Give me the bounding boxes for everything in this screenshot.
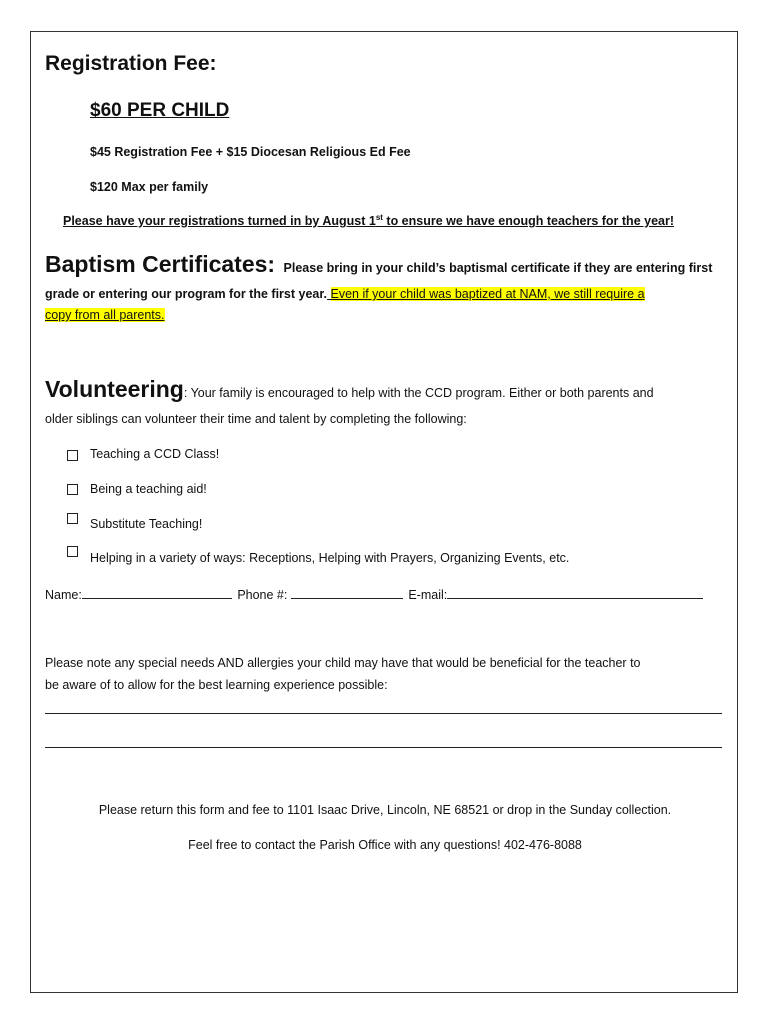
volunteering-heading: Volunteering: [45, 376, 184, 402]
fee-breakdown: $45 Registration Fee + $15 Diocesan Religious Ed Fee: [90, 145, 411, 159]
option-teaching-aid: Being a teaching aid!: [90, 482, 207, 496]
special-needs-line-2: be aware of to allow for the best learning experience possible:: [45, 678, 388, 692]
contact-info: Feel free to contact the Parish Office with any questions! 402-476-8088: [188, 838, 582, 852]
volunteering-intro-2: older siblings can volunteer their time and talent by completing the following:: [45, 412, 467, 426]
name-label: Name:: [45, 588, 82, 602]
checkbox-substitute[interactable]: [67, 513, 78, 524]
baptism-text-1: Please bring in your child’s baptismal certificate if they are entering first: [283, 261, 713, 275]
special-needs-line-1: Please note any special needs AND allergies your child may have that would be beneficial for the teacher to: [45, 656, 641, 670]
phone-field[interactable]: [291, 586, 403, 599]
baptism-line-3: [45, 306, 165, 324]
return-instructions: Please return this form and fee to 1101 Isaac Drive, Lincoln, NE 68521 or drop in the Sunday collection.: [98, 803, 672, 817]
checkbox-teaching-aid[interactable]: [67, 484, 78, 495]
contact-fields-row: [45, 586, 703, 602]
price-per-child: $60 PER CHILD: [90, 100, 230, 121]
max-per-family: $120 Max per family: [90, 180, 209, 194]
checkbox-helping[interactable]: [67, 546, 78, 557]
baptism-line-2: [45, 285, 645, 303]
baptism-line-1: [45, 251, 712, 278]
baptism-highlight-1: Even if your child was baptized at NAM, we still require a: [330, 287, 645, 301]
email-field[interactable]: [447, 586, 703, 599]
option-substitute: Substitute Teaching!: [90, 517, 203, 531]
option-helping: Helping in a variety of ways: Receptions, Helping with Prayers, Organizing Events, etc.: [90, 551, 570, 565]
baptism-highlight-2: copy from all parents.: [45, 308, 165, 322]
special-needs-write-line-2[interactable]: [45, 747, 722, 748]
baptism-text-2: grade or entering our program for the first year.: [45, 287, 328, 301]
option-teaching-class: Teaching a CCD Class!: [90, 447, 220, 461]
volunteering-intro-1: : Your family is encouraged to help with the CCD program. Either or both parents and: [183, 386, 654, 400]
registration-deadline: Please have your registrations turned in by August 1st to ensure we have enough teachers for the year!: [63, 213, 674, 229]
registration-heading: Registration Fee:: [45, 52, 217, 75]
email-label: E-mail:: [408, 588, 448, 602]
phone-label: Phone #:: [237, 588, 288, 602]
special-needs-write-line-1[interactable]: [45, 713, 722, 714]
volunteering-line-1: [45, 376, 654, 403]
name-field[interactable]: [82, 586, 232, 599]
baptism-heading: Baptism Certificates:: [45, 251, 276, 277]
checkbox-teaching-class[interactable]: [67, 450, 78, 461]
